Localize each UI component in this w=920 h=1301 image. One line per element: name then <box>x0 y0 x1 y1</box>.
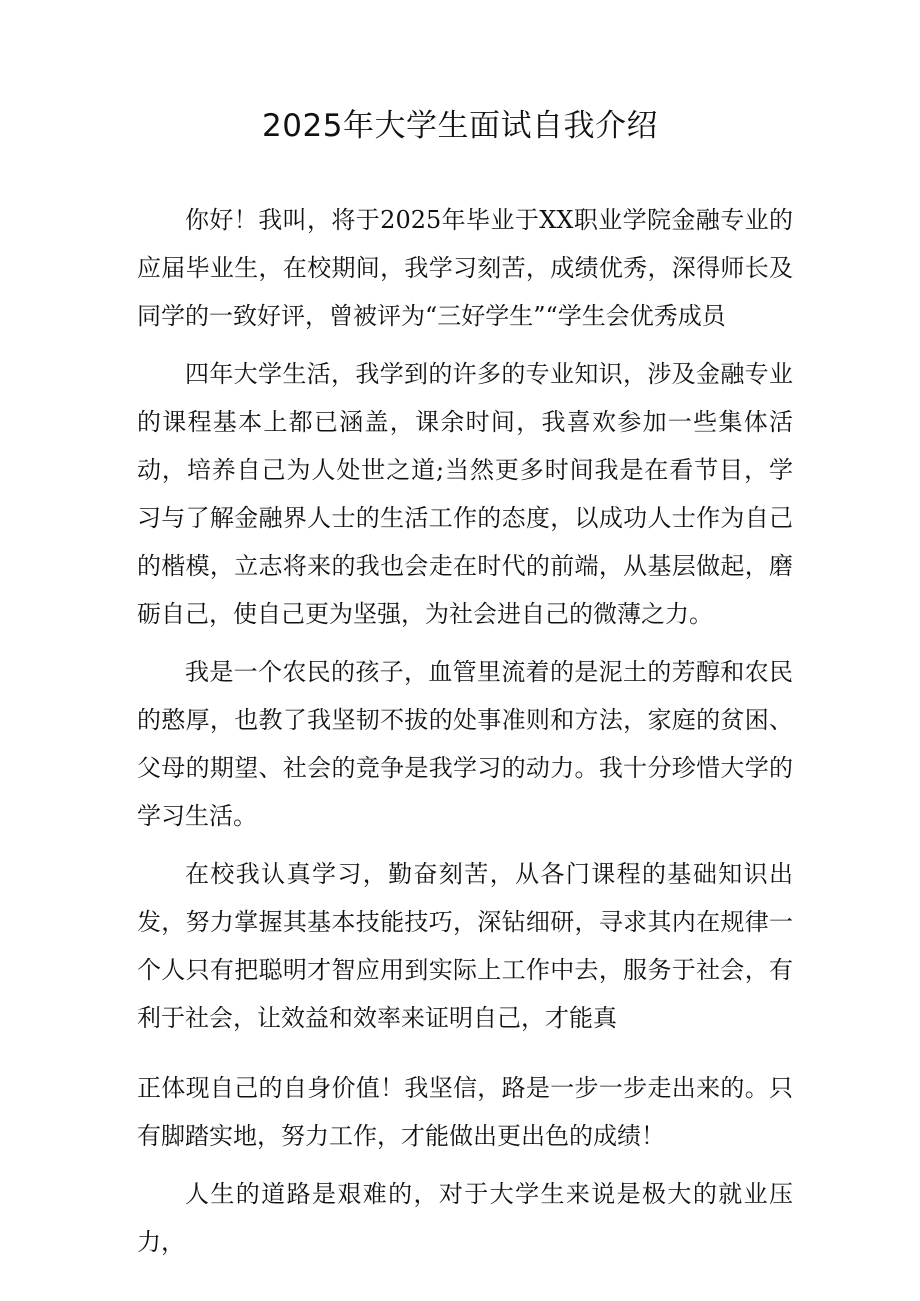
paragraph-college-life: 四年大学生活，我学到的许多的专业知识，涉及金融专业的课程基本上都已涵盖，课余时间，我喜欢参加一些集体活动，培养自己为人处世之道;当然更多时间我是在看节目，学习与了解金融界人士的生活工作的态度，以成功人士作为自己的楷模，立志将来的我也会走在时代的前端，从基层做起，磨砺自己，使自己更为坚强，为社会进自己的微薄之力。 <box>137 360 793 628</box>
paragraph-study: 在校我认真学习，勤奋刻苦，从各门课程的基础知识出发，努力掌握其基本技能技巧，深钻细研，寻求其内在规律一个人只有把聪明才智应用到实际上工作中去，服务于社会，有利于社会，让效益和效率来证明自己，才能真 <box>137 860 793 1032</box>
document-title: 2025年大学生面试自我介绍 <box>262 108 658 144</box>
paragraph-background: 我是一个农民的孩子，血管里流着的是泥土的芳醇和农民的憨厚，也教了我坚韧不拔的处事准则和方法，家庭的贫困、父母的期望、社会的竞争是我学习的动力。我十分珍惜大学的学习生活。 <box>137 658 793 830</box>
document-body <box>137 196 793 1276</box>
paragraph-intro: 你好！我叫，将于2025年毕业于XX职业学院金融专业的应届毕业生，在校期间，我学习刻苦，成绩优秀，深得师长及同学的一致好评，曾被评为“三好学生”“学生会优秀成员 <box>137 206 793 330</box>
paragraph-life-path: 人生的道路是艰难的，对于大学生来说是极大的就业压力， <box>137 1180 793 1256</box>
paragraph-continuation: 正体现自己的自身价值！我坚信，路是一步一步走出来的。只有脚踏实地，努力工作，才能做出更出色的成绩！ <box>137 1074 793 1150</box>
